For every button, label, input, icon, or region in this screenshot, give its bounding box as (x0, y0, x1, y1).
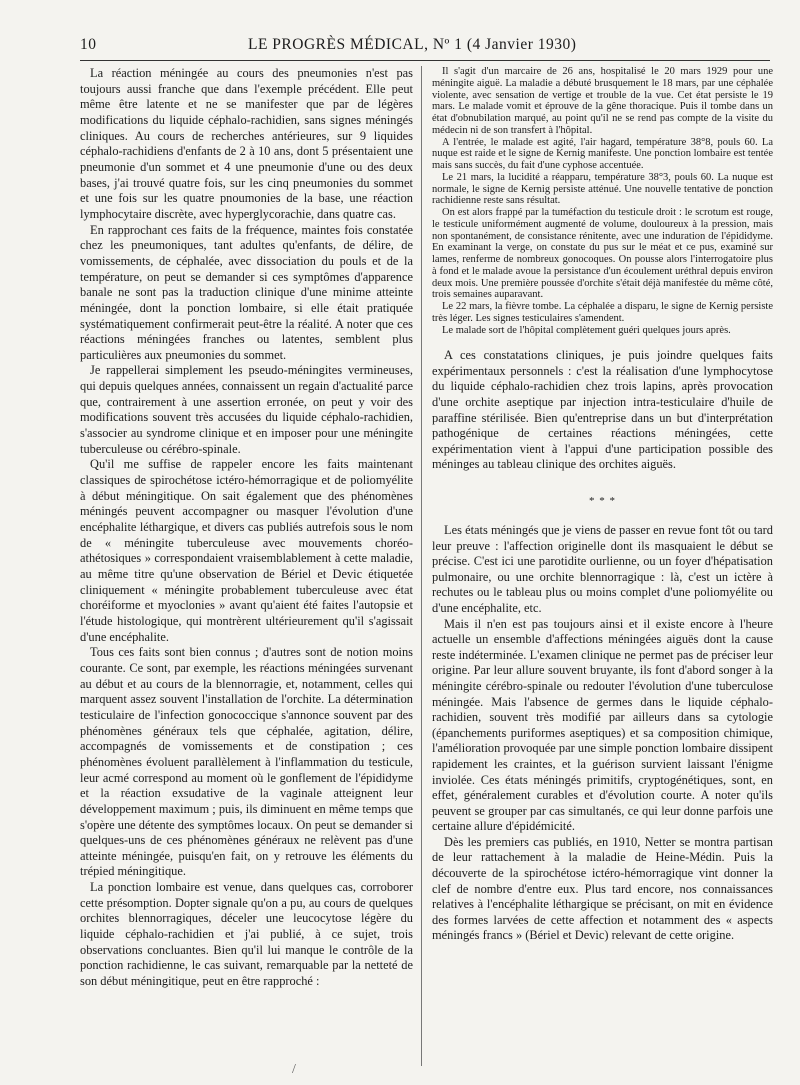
paragraph: Mais il n'en est pas toujours ainsi et il existe encore à l'heure actuelle un ensemble d'affections méningées aiguës dont la cause reste indéterminée. L'examen clinique ne permet pas de préciser leur origine. Par leur allure souvent bruyante, ils font d'abord songer à la méningite cérébro-spinale ou redouter l'évolution d'une tuberculose méningée. Mais l'absence de germes dans le liquide céphalo-rachidien, souvent très modifié par ailleurs dans sa cytologie (épanchements puriformes aseptiques) et sa composition chimique, l'amélioration provoquée par une simple ponction lombaire dissipent rapidement les craintes, et la guérison survient laissant l'énigme inviolée. Ces états méningés primitifs, cryptogénétiques, sont, en effet, généralement curables et d'évolution courte. A noter qu'ils peuvent se grouper par cas simultanés, ce qui leur donne parfois une certaine allure d'épidémicité. (432, 616, 773, 834)
case-paragraph: On est alors frappé par la tuméfaction du testicule droit : le scrotum est rouge, le testicule uniformément augmenté de volume, douloureux à la pression, mais non spontanément, de consistance rénitente, avec une induration de l'épididyme. En examinant la verge, on constate du pus sur le méat et ce pus, examiné sur lames, renferme de nombreux gonocoques. On pousse alors l'interrogatoire plus à fond et le malade avoue la persistance d'un écoulement uréthral depuis environ deux mois. Une première poussée d'orchite s'était déjà manifestée du même côté, trois semaines auparavant. (432, 207, 773, 301)
case-paragraph: A l'entrée, le malade est agité, l'air hagard, température 38°8, pouls 60. La nuque est raide et le signe de Kernig manifeste. Une ponction lombaire est tentée mais sans succès, du fait d'une cyphose accentuée. (432, 136, 773, 171)
journal-title: LE PROGRÈS MÉDICAL, Nº 1 (4 Janvier 1930) (248, 36, 577, 53)
paragraph: Les états méningés que je viens de passer en revue font tôt ou tard leur preuve : l'affection originelle dont ils masquaient le début se précise. C'est ici une parotidite ourlienne, ou un foyer d'hépatisation pulmonaire, ou une orchite blennorragique : là, c'est un ictère à rechutes ou le tableau plus ou moins complet d'une poliomyélite ou d'une encéphalite, etc. (432, 523, 773, 615)
section-separator: * * * (589, 495, 616, 507)
case-paragraph: Le 21 mars, la lucidité a réapparu, température 38°3, pouls 60. La nuque est normale, le signe de Kernig persiste atténué. Une nouvelle tentative de ponction rachidienne reste sans résultat. (432, 171, 773, 207)
case-paragraph: Le 22 mars, la fièvre tombe. La céphalée a disparu, le signe de Kernig persiste très léger. Les signes testiculaires s'amendent. (432, 301, 773, 324)
header-rule (80, 60, 770, 61)
paragraph: En rapprochant ces faits de la fréquence, maintes fois constatée chez les pneumoniques, tant adultes qu'enfants, de délire, de vomissements, de céphalée, avec dissociation du pouls et de la température, on peut se demander si ces symptômes d'apparence banale ne sont pas la traduction clinique d'une minime atteinte méningée, dont la ponction lombaire, si elle était pratiquée systématiquement confirmerait peut-être la réalité. A noter que ces réactions méningées franches ou latentes, semblent plus particulières aux pneumonies du sommet. (80, 222, 413, 362)
page-bottom-mark: / (292, 1062, 296, 1077)
case-paragraph: Le malade sort de l'hôpital complètement guéri quelques jours après. (442, 324, 731, 336)
paragraph: Qu'il me suffise de rappeler encore les faits maintenant classiques de spirochétose ictéro-hémorragique et de poliomyélite à début méningitique. On sait également que des phénomènes méningés peuvent accompagner ou masquer l'évolution d'une encéphalite léthargique, et divers cas publiés autrefois sous le nom de « méningite tuberculeuse avec mouvements choréo-athétosiques » correspondaient vraisemblablement à cette maladie, au même titre qu'une observation de Bériel et Devic étiquetée cliniquement « méningite probablement tuberculeuse avec état choréiforme et myoclonies » avant qu'aient été faites l'autopsie et l'étude histologique, qui montrèrent ultérieurement qu'il s'agissait d'une encéphalite. (80, 457, 413, 644)
paragraph: Tous ces faits sont bien connus ; d'autres sont de notion moins courante. Ce sont, par exemple, les réactions méningées survenant au début et au cours de la blennorragie, et, notamment, celles qui marquent assez souvent l'installation de l'orchite. La détermination testiculaire de l'infection gonococcique s'annonce souvent par des phénomènes généraux tels que céphalée, agitation, délire, accompagnés de vomissements et de constipation ; ces phénomènes évoluent parallèlement à l'inflammation du testicule, leur acmé correspond au moment où le gonflement de l'épididyme et la réaction exsudative de la vaginale atteignent leur développement maximum ; puis, ils diminuent en même temps que s'opère une détente des symptômes locaux. On peut se demander si quelques-uns de ces phénomènes généraux ne relèvent pas d'une atteinte méningée, puisqu'en fait, on y retrouve les éléments du trépied méningitique. (80, 645, 413, 879)
running-header (80, 36, 770, 58)
page-number: 10 (80, 36, 97, 53)
left-column (80, 66, 413, 990)
paragraph: La réaction méningée au cours des pneumonies n'est pas toujours aussi franche que dans l'exemple précédent. Elle peut même être latente et ne se manifester que par de légères modifications du liquide céphalo-rachidien, sans signes méningés cliniques. Au cours de recherches antérieures, sur 9 liquides céphalo-rachidiens d'enfants de 2 à 10 ans, dont 5 présentaient une pneumonie d'un sommet et 4 une pneumonie d'une ou des deux bases, j'ai trouvé quatre fois, sur les cinq pneumonies du sommet et une fois sur les quatre pnoumonies de la base, une réaction lymphocytaire discrète, avec hyperglycorachie, dans quatre cas. (80, 66, 413, 221)
paragraph: A ces constatations cliniques, je puis joindre quelques faits expérimentaux personnels : c'est la réalisation d'une lymphocytose du liquide céphalo-rachidien chez trois lapins, après provocation d'une orchite aseptique par injection intra-testiculaire d'huile de paraffine stérilisée. Bien qu'entreprise dans un but d'interprétation pathogénique de certaines réactions méningées, cette expérimentation vient à l'appui d'une participation possible des méninges au tableau clinique des orchites aiguës. (432, 348, 773, 472)
meningeal-states-section (432, 523, 773, 944)
experimental-facts (432, 348, 773, 473)
case-paragraph: Il s'agit d'un marcaire de 26 ans, hospitalisé le 20 mars 1929 pour une méningite aiguë. La maladie a débuté brusquement le 18 mars, par une céphalée violente, avec sensation de vertige et trouble de la vue. Cet état persiste le 19 mars. Le malade vomit et éprouve de la gêne thoracique. Puis il tombe dans un état d'obnubilation marqué, au point qu'il ne se rend pas compte de la visite du médecin ni de son transfert à l'hôpital. (432, 66, 773, 136)
paragraph: Dès les premiers cas publiés, en 1910, Netter se montra partisan de leur rattachement à la maladie de Heine-Médin. Puis la découverte de la spirochétose ictéro-hémorragique vint donner la clef de nombre d'entre eux. Plus tard encore, nos connaissances relatives à l'encéphalite léthargique se précisant, on mit en évidence des formes larvées de cette affection et notamment des « aspects méningés francs » (Bériel et Devic) relevant de cette origine. (432, 834, 773, 943)
paragraph: La ponction lombaire est venue, dans quelques cas, corroborer cette présomption. Dopter signale qu'on a pu, au cours de quelques orchites blennorragiques, déceler une leucocytose légère du liquide céphalo-rachidien et j'ai publié, à ce sujet, trois observations concluantes. Bien qu'il lui manque le contrôle de la ponction rachidienne, le cas suivant, remarquable par la netteté de son début méningitique, peut en être rapproché : (80, 880, 413, 989)
column-divider (421, 66, 422, 1066)
paragraph: Je rappellerai simplement les pseudo-méningites vermineuses, qui depuis quelques années, connaissent un regain d'actualité parce que, contrairement à une assertion erronée, on peut y voir des modifications souvent très accusées du liquide céphalo-rachidien, s'associer au syndrome clinique et en imposer pour une méningite tuberculeuse ou cérébro-spinale. (80, 363, 413, 456)
right-column (432, 66, 773, 944)
case-report (432, 66, 773, 336)
